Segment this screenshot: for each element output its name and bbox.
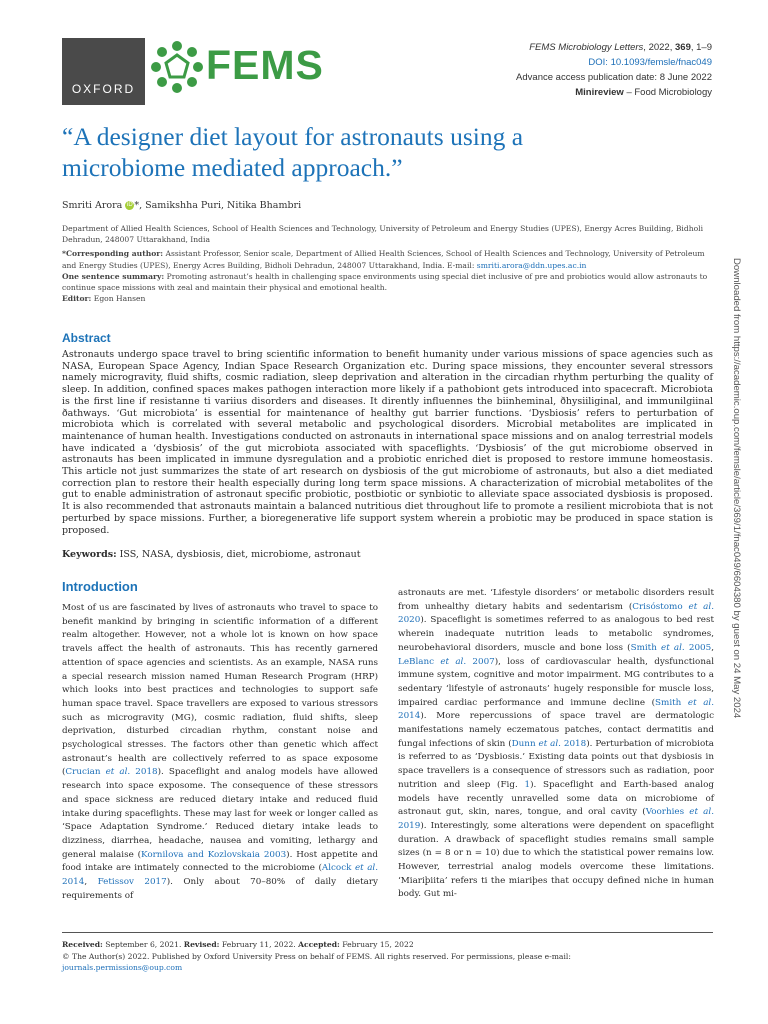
oxford-logo — [62, 38, 145, 105]
introduction-column-right: astronauts are met. ‘Lifestyle disorders’ or metabolic disorders result from unhealthy dietary habits and sedentarism (Crisóstomo et al. 2020). Spaceflight is sometimes referred to as analogous to bed rest wherein inadequate nutrition leads to metabolic syndromes, neurobehavioral disorders, muscle and bone loss (Smith et al. 2005, LeBlanc et al. 2007), loss of cardiovascular health, dysfunctional immune system, cognitive and motor impairment. MG contributes to a sedentary ‘lifestyle of astronauts’ hugely responsible for muscle loss, impaired cardiac performance and immune decline (Smith et al. 2014). More repercussions of space travel are dermatologic manifestations namely eczematous patches, contact dermatitis and fungal infections of skin (Dunn et al. 2018). Perturbation of microbiota is referred to as ‘Dysbiosis.’ Existing data points out that dysbiosis in space travellers is a consequence of stressors such as radiation, poor nutrition and sleep (Fig. 1). Spaceflight and Earth-based analog models have recently unravelled some data on microbiome of astronaut gut, skin, nares, tongue, and oral cavity (Voorhies et al. 2019). Interestingly, some alterations were dependent on spaceflight duration. A drawback of spaceflight studies remains small sample sizes (n = 8 or n = 10) due to which the statistical power remains low. However, terrestrial analog models overcome these limitations. ‘Miariþiita’ refers ti the miariþes that occupy defined niche in human body. Gut mi- — [398, 588, 715, 900]
citation-link[interactable]: Dunn et al. 2018 — [511, 738, 587, 749]
citation-link[interactable]: Smith et al. 2014 — [398, 697, 715, 722]
citation-link[interactable]: Kornilova and Kozlovskaia 2003 — [141, 849, 287, 860]
advance-access-date: Advance access publication date: 8 June 2022 — [516, 72, 712, 83]
fems-wreath-logo-icon — [148, 38, 206, 96]
introduction-heading: Introduction — [62, 579, 138, 594]
corresponding-author: *Corresponding author: Assistant Professor, Senior scale, Department of Allied Health Sciences, School of Health Sciences and Technology, University of Petroleum and Energy Studies (UPES), Energy Acres Building, Bidholi Dehradun, 248007 Uttarakhand, India. E-mail: smriti.arora@ddn.upes.ac.in — [62, 249, 705, 270]
editor: Editor: Egon Hansen — [62, 294, 146, 304]
abstract-body: Astronauts undergo space travel to bring scientific information to benefit humanity under various missions of space agencies such as NASA, European Space Agency, Indian Space Research Organization etc. During space missions, they encounter several stressors namely microgravity, fluid shifts, cosmic radiation, sleep deprivation and alteration in the circadian rhythm perturbing the quality of sleep. In addition, confined spaces makes pathogen interaction more likely if a pathobiont gets introduced into spacecraft. Microbiota is the first line if resistanne ti variius disorders and diseases. It dirently influennes the biinheminal, ðhysiiliginal, and immunilgiinal ðathways. ‘Gut microbiota’ is essential for maintenance of healthy gut barrier functions. ‘Dysbiosis’ refers to perturbation of microbiota which is correlated with several metabolic and psychological disorders. Microbial metabolites are implicated in maintenance of human health. Investigations conducted on astronauts in international space missions and on analog terrestrial models have indicated a ‘dysbiosis’ of the gut microbiota associated with spaceflights. ‘Dysbiosis’ of the gut microbiome observed in astronauts has been implicated in immune dysregulation and a probiotic enriched diet is proposed to restore immune homeostasis. This article not just summarizes the state of art research on dysbiosis of the gut microbiome of astronauts, but also a diet mediated correction plan to restore their health especially during long term space missions. A characterization of microbial metabolites of the gut to enable administration of astronaut specific probiotic, postbiotic or synbiotic to alleviate space associated dysbiosis is proposed. It is also recommended that astronauts maintain a balanced nutritious diet throughout life to promote a resilient microbiota that is not perturbed by space missions. Further, a bioregenerative life support system wherein a probiotic may be produced in space station is proposed. — [62, 349, 713, 536]
footer-divider — [62, 932, 713, 933]
publisher-name: OXFORD — [71, 82, 136, 96]
copyright: © The Author(s) 2022. Published by Oxford University Press on behalf of FEMS. All rights reserved. For permissions, please e-mail: — [62, 951, 571, 961]
author-names-rest: *, Samikshha Puri, Nitika Bhambri — [134, 200, 302, 211]
citation-link[interactable]: Voorhies et al. 2019 — [398, 807, 714, 831]
permissions-email-link[interactable]: journals.permissions@oup.com — [62, 963, 183, 972]
article-type: Minireview – Food Microbiology — [575, 87, 712, 98]
journal-citation: FEMS Microbiology Letters, 2022, 369, 1–9 — [529, 42, 712, 53]
download-note: Downloaded from https://academic.oup.com/femsle/article/369/1/fnac049/6604380 by guest on 24 May 2024 — [731, 258, 742, 719]
introduction-column-left: Most of us are fascinated by lives of astronauts who travel to space to benefit mankind by bringing in scientific information of a different realm altogether. However, not a whole lot is known on how space travels affect the health of astronauts. This has recently garnered attention of space agencies and scientists. As an example, NASA runs a special research mission named Human Research Program (HRP) which looks into best practices and technologies to support safe human space travel. Space travellers are exposed to various stressors such as microgravity (MG), cosmic radiation, fluid shifts, sleep deprivation, disturbed circadian rhythm, constant noise and psychological stresses. The factors other than genetic which affect astronaut’s health are collectively referred to as space exposome (Crucian et al. 2018). Spaceflight and analog models have allowed research into space exposome. The consequence of these stressors and space sickness are reduced dietary intake and reduced fluid intake during spaceflights. These may last for week or longer called as ‘Space Adaptation Syndrome.’ Reduced dietary intake leads to dizziness, diarrhea, headache, nausea and vomiting, lethargy and general malaise (Kornilova and Kozlovskaia 2003). Host appetite and food intake are intimately connected to the microbiome (Alcock et al. 2014, Fetissov 2017). Only about 70–80% of daily dietary requirements of — [62, 603, 379, 901]
fems-wordmark: FEMS — [206, 42, 324, 88]
citation-link[interactable]: Smith et al. 2005 — [630, 642, 712, 653]
author-name[interactable]: Smriti Arora — [62, 200, 123, 211]
citation-link[interactable]: LeBlanc et al. 2007 — [398, 656, 495, 667]
keywords: Keywords: ISS, NASA, dysbiosis, diet, microbiome, astronaut — [62, 549, 361, 560]
orcid-icon[interactable]: iD — [127, 202, 133, 208]
abstract-heading: Abstract — [62, 331, 111, 345]
doi-link[interactable]: DOI: 10.1093/femsle/fnac049 — [588, 57, 712, 68]
footer — [62, 939, 571, 974]
email-link[interactable]: smriti.arora@ddn.upes.ac.in — [476, 260, 587, 270]
citation-link[interactable]: Crucian et al. 2018 — [65, 767, 158, 778]
figure-link[interactable]: 1 — [524, 779, 531, 790]
journal-meta — [516, 40, 712, 100]
one-sentence-summary: One sentence summary: Promoting astronaut’s health in challenging space environments using special diet inclusive of pre and probiotics would allow astronauts to continue space missions with zeal and maintain their physical and emotional health. — [62, 271, 708, 293]
affiliation: Department of Allied Health Sciences, School of Health Sciences and Technology, University of Petroleum and Energy Studies (UPES), Energy Acres Building, Bidholi Dehradun, 248007 Uttarakhand, India — [62, 224, 704, 245]
affiliations — [62, 223, 712, 304]
article-title: “A designer diet layout for astronauts using a microbiome mediated approach.” — [62, 122, 524, 182]
citation-link[interactable]: Alcock et al. 2014 — [62, 863, 379, 888]
author-list — [62, 200, 301, 211]
citation-link[interactable]: Fetissov 2017 — [97, 877, 167, 888]
citation-link[interactable]: Crisóstomo et al. 2020 — [398, 601, 714, 626]
publication-dates: Received: September 6, 2021. Revised: February 11, 2022. Accepted: February 15, 2022 — [62, 940, 414, 949]
